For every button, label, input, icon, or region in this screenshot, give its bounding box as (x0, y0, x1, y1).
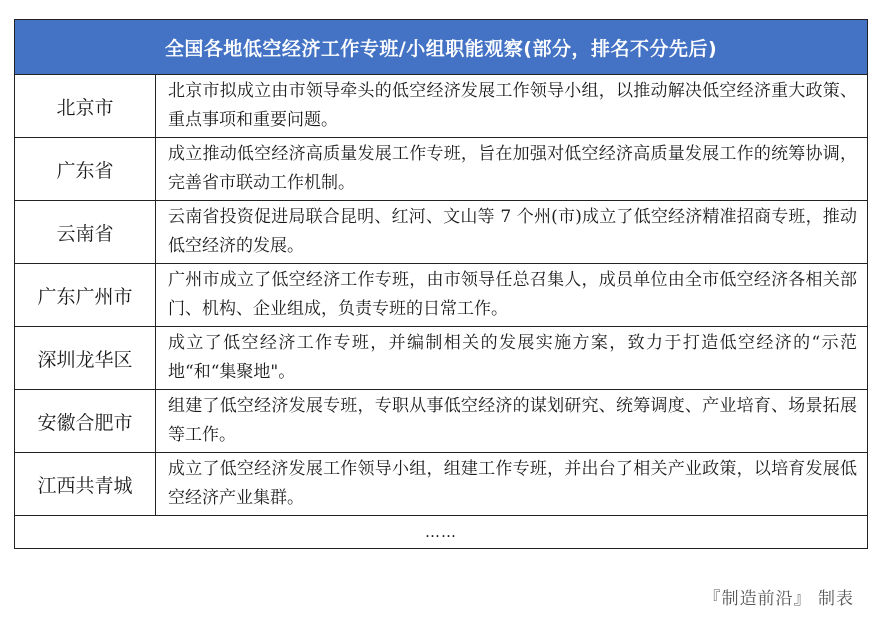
region-cell: 广东广州市 (15, 264, 156, 326)
description-cell: 成立了低空经济工作专班，并编制相关的发展实施方案，致力于打造低空经济的“示范地“和“集聚地"。 (168, 333, 857, 382)
table-row (15, 264, 867, 327)
data-table (14, 19, 868, 549)
table-row (15, 138, 867, 201)
table-row (15, 390, 867, 453)
table-title: 全国各地低空经济工作专班/小组职能观察(部分，排名不分先后) (15, 20, 867, 75)
description-cell: 成立了低空经济发展工作领导小组，组建工作专班，并出台了相关产业政策，以培育发展低空经济产业集群。 (168, 459, 857, 508)
table-row (15, 453, 867, 516)
table-row (15, 327, 867, 390)
ellipsis-row: …… (425, 523, 457, 541)
region-cell: 江西共青城 (15, 453, 156, 515)
region-cell: 北京市 (15, 75, 156, 137)
region-cell: 深圳龙华区 (15, 327, 156, 389)
region-cell: 云南省 (15, 201, 156, 263)
description-cell: 云南省投资促进局联合昆明、红河、文山等 7 个州(市)成立了低空经济精准招商专班，推动低空经济的发展。 (168, 207, 857, 256)
description-cell: 广州市成立了低空经济工作专班，由市领导任总召集人，成员单位由全市低空经济各相关部门、机构、企业组成，负责专班的日常工作。 (168, 270, 857, 319)
region-cell: 广东省 (15, 138, 156, 200)
table-row (15, 75, 867, 138)
description-cell: 组建了低空经济发展专班，专职从事低空经济的谋划研究、统筹调度、产业培育、场景拓展等工作。 (168, 396, 857, 445)
table-row (15, 201, 867, 264)
source-credit: 『制造前沿』 制表 (703, 589, 854, 609)
description-cell: 成立推动低空经济高质量发展工作专班，旨在加强对低空经济高质量发展工作的统筹协调，完善省市联动工作机制。 (168, 144, 857, 193)
region-cell: 安徽合肥市 (15, 390, 156, 452)
description-cell: 北京市拟成立由市领导牵头的低空经济发展工作领导小组，以推动解决低空经济重大政策、重点事项和重要问题。 (168, 81, 857, 130)
